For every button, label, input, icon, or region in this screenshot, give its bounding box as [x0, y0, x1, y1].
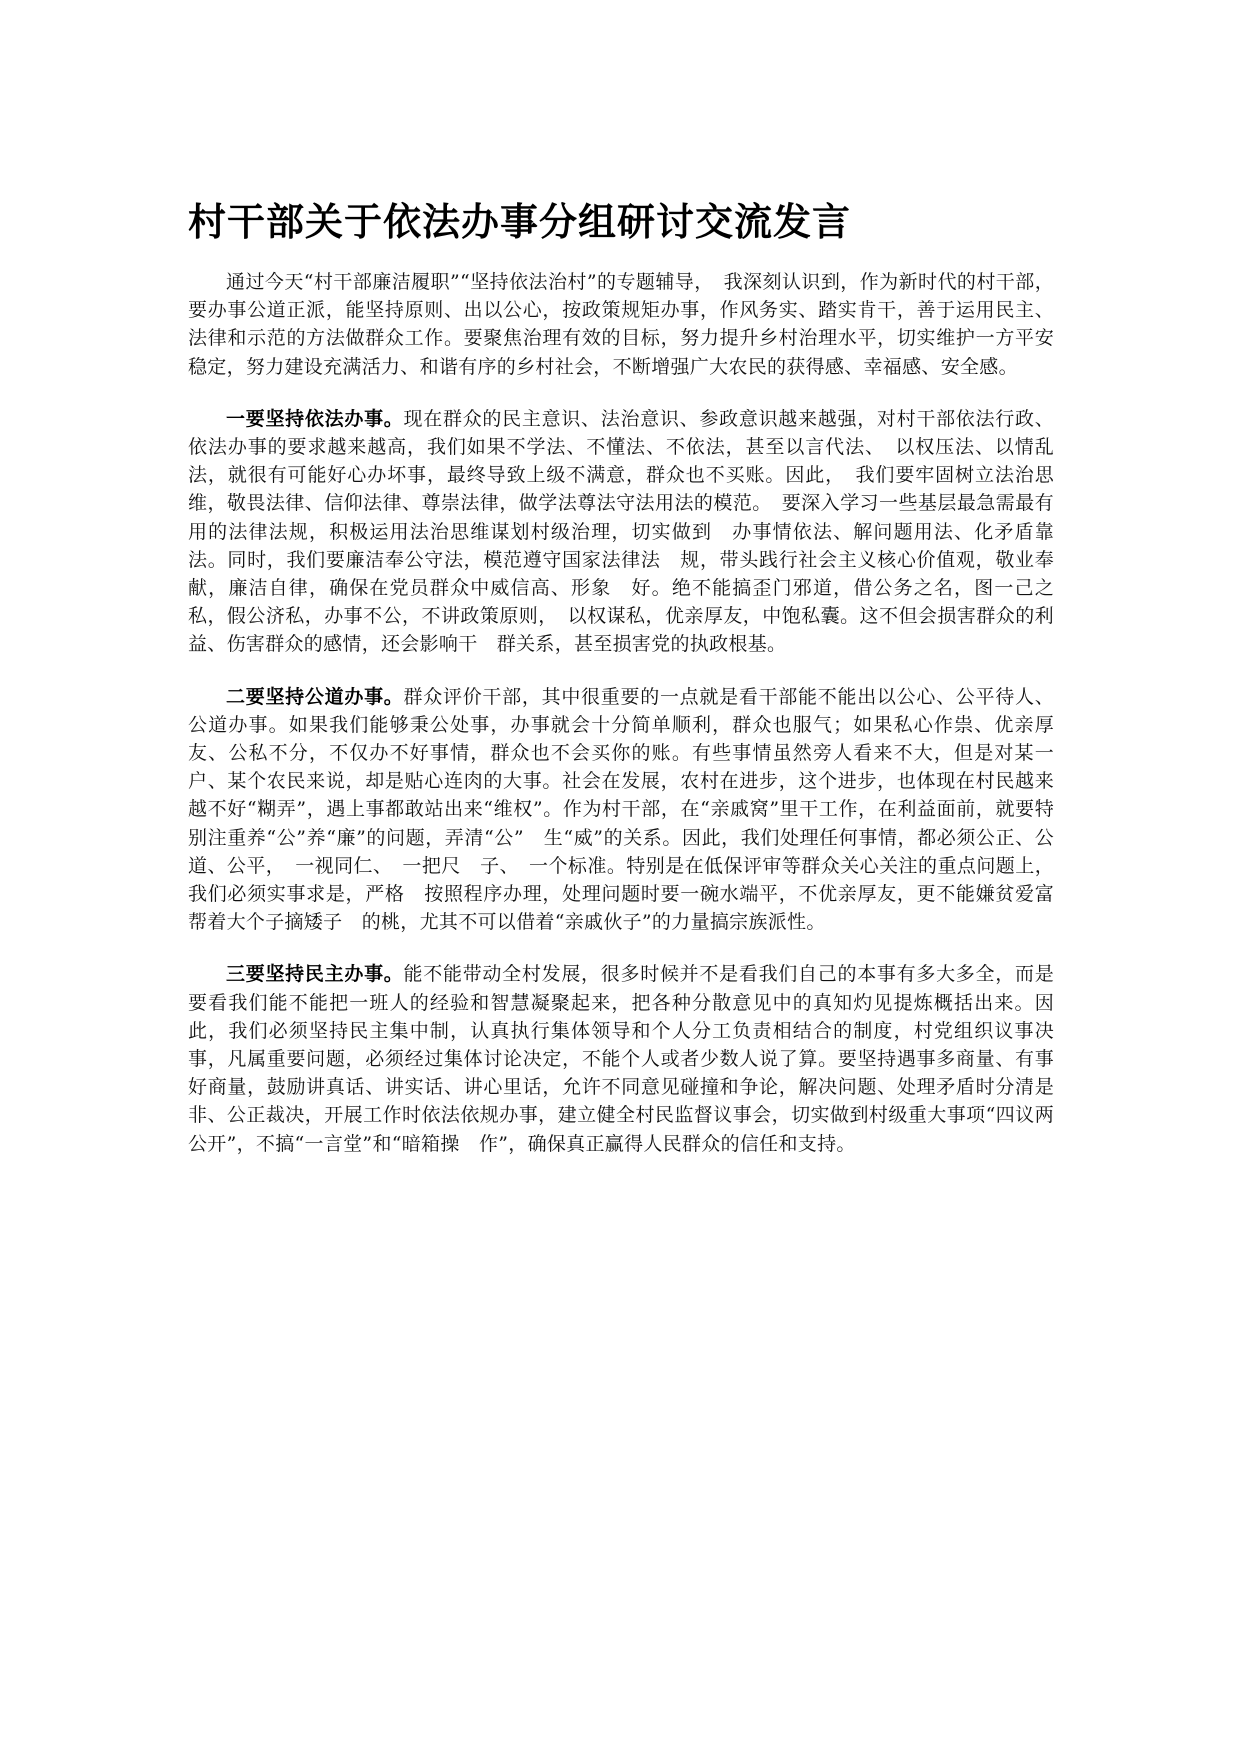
section-two-heading: 二要坚持公道办事。 [226, 685, 404, 708]
paragraph-text: 能不能带动全村发展，很多时候并不是看我们自己的本事有多大多全，而是要看我们能不能把一班人的经验和智慧凝聚起来，把各种分散意见中的真知灼见提炼概括出来。因此，我们必须坚持民主集中制，认真执行集体领导和个人分工负责相结合的制度，村党组织议事决事，凡属重要问题，必须经过集体讨论决定，不能个人或者少数人说了算。要坚持遇事多商量、有事好商量，鼓励讲真话、讲实话、讲心里话，允许不同意见碰撞和争论，解决问题、处理矛盾时分清是非、公正裁决，开展工作时依法依规办事，建立健全村民监督议事会，切实做到村级重大事项“四议两公开”，不搞“一言堂”和“暗箱操 作”，确保真正赢得人民群众的信任和支持。 [188, 963, 1055, 1155]
paragraph-text: 群众评价干部，其中很重要的一点就是看干部能不能出以公心、公平待人、公道办事。如果我们能够秉公处事，办事就会十分简单顺利，群众也服气；如果私心作祟、优亲厚友、公私不分，不仅办不好事情，群众也不会买你的账。有些事情虽然旁人看来不大，但是对某一户、某个农民来说，却是贴心连肉的大事。社会在发展，农村在进步，这个进步，也体现在村民越来越不好“糊弄”，遇上事都敢站出来“维权”。作为村干部，在“亲戚窝”里干工作，在利益面前，就要特别注重养“公”养“廉”的问题，弄清“公” 生“威”的关系。因此，我们处理任何事情，都必须公正、公道、公平， 一视同仁、 一把尺 子、 一个标准。特别是在低保评审等群众关心关注的重点问题上，我们必须实事求是，严格 按照程序办理，处理问题时要一碗水端平，不优亲厚友，更不能嫌贫爱富帮着大个子摘矮子 的桃，尤其不可以借着“亲戚伙子”的力量搞宗族派性。 [188, 685, 1055, 934]
section-one-paragraph [188, 405, 1054, 659]
section-three-paragraph [188, 960, 1054, 1157]
section-one-heading: 一要坚持依法办事。 [226, 407, 404, 430]
intro-paragraph [188, 268, 1054, 381]
section-two-paragraph [188, 683, 1054, 937]
document-body [188, 268, 1054, 1182]
section-three-heading: 三要坚持民主办事。 [226, 963, 404, 986]
paragraph-text: 现在群众的民主意识、法治意识、参政意识越来越强，对村干部依法行政、依法办事的要求越来越高，我们如果不学法、不懂法、不依法，甚至以言代法、 以权压法、以情乱法，就很有可能好心办坏事，最终导致上级不满意，群众也不买账。因此， 我们要牢固树立法治思维，敬畏法律、信仰法律、尊崇法律，做学法尊法守法用法的模范。 要深入学习一些基层最急需最有用的法律法规，积极运用法治思维谋划村级治理，切实做到 办事情依法、解问题用法、化矛盾靠法。同时，我们要廉洁奉公守法，模范遵守国家法律法 规，带头践行社会主义核心价值观，敬业奉献，廉洁自律，确保在党员群众中威信高、形象 好。绝不能搞歪门邪道，借公务之名，图一己之私，假公济私，办事不公，不讲政策原则， 以权谋私，优亲厚友，中饱私囊。这不但会损害群众的利益、伤害群众的感情，还会影响干 群关系，甚至损害党的执政根基。 [188, 407, 1055, 656]
document-title: 村干部关于依法办事分组研讨交流发言 [188, 200, 852, 244]
paragraph-text: 通过今天“村干部廉洁履职”“坚持依法治村”的专题辅导， 我深刻认识到，作为新时代的村干部，要办事公道正派，能坚持原则、出以公心，按政策规矩办事，作风务实、踏实肯干，善于运用民主、法律和示范的方法做群众工作。要聚焦治理有效的目标，努力提升乡村治理水平，切实维护一方平安稳定，努力建设充满活力、和谐有序的乡村社会，不断增强广大农民的获得感、幸福感、安全感。 [188, 271, 1054, 378]
